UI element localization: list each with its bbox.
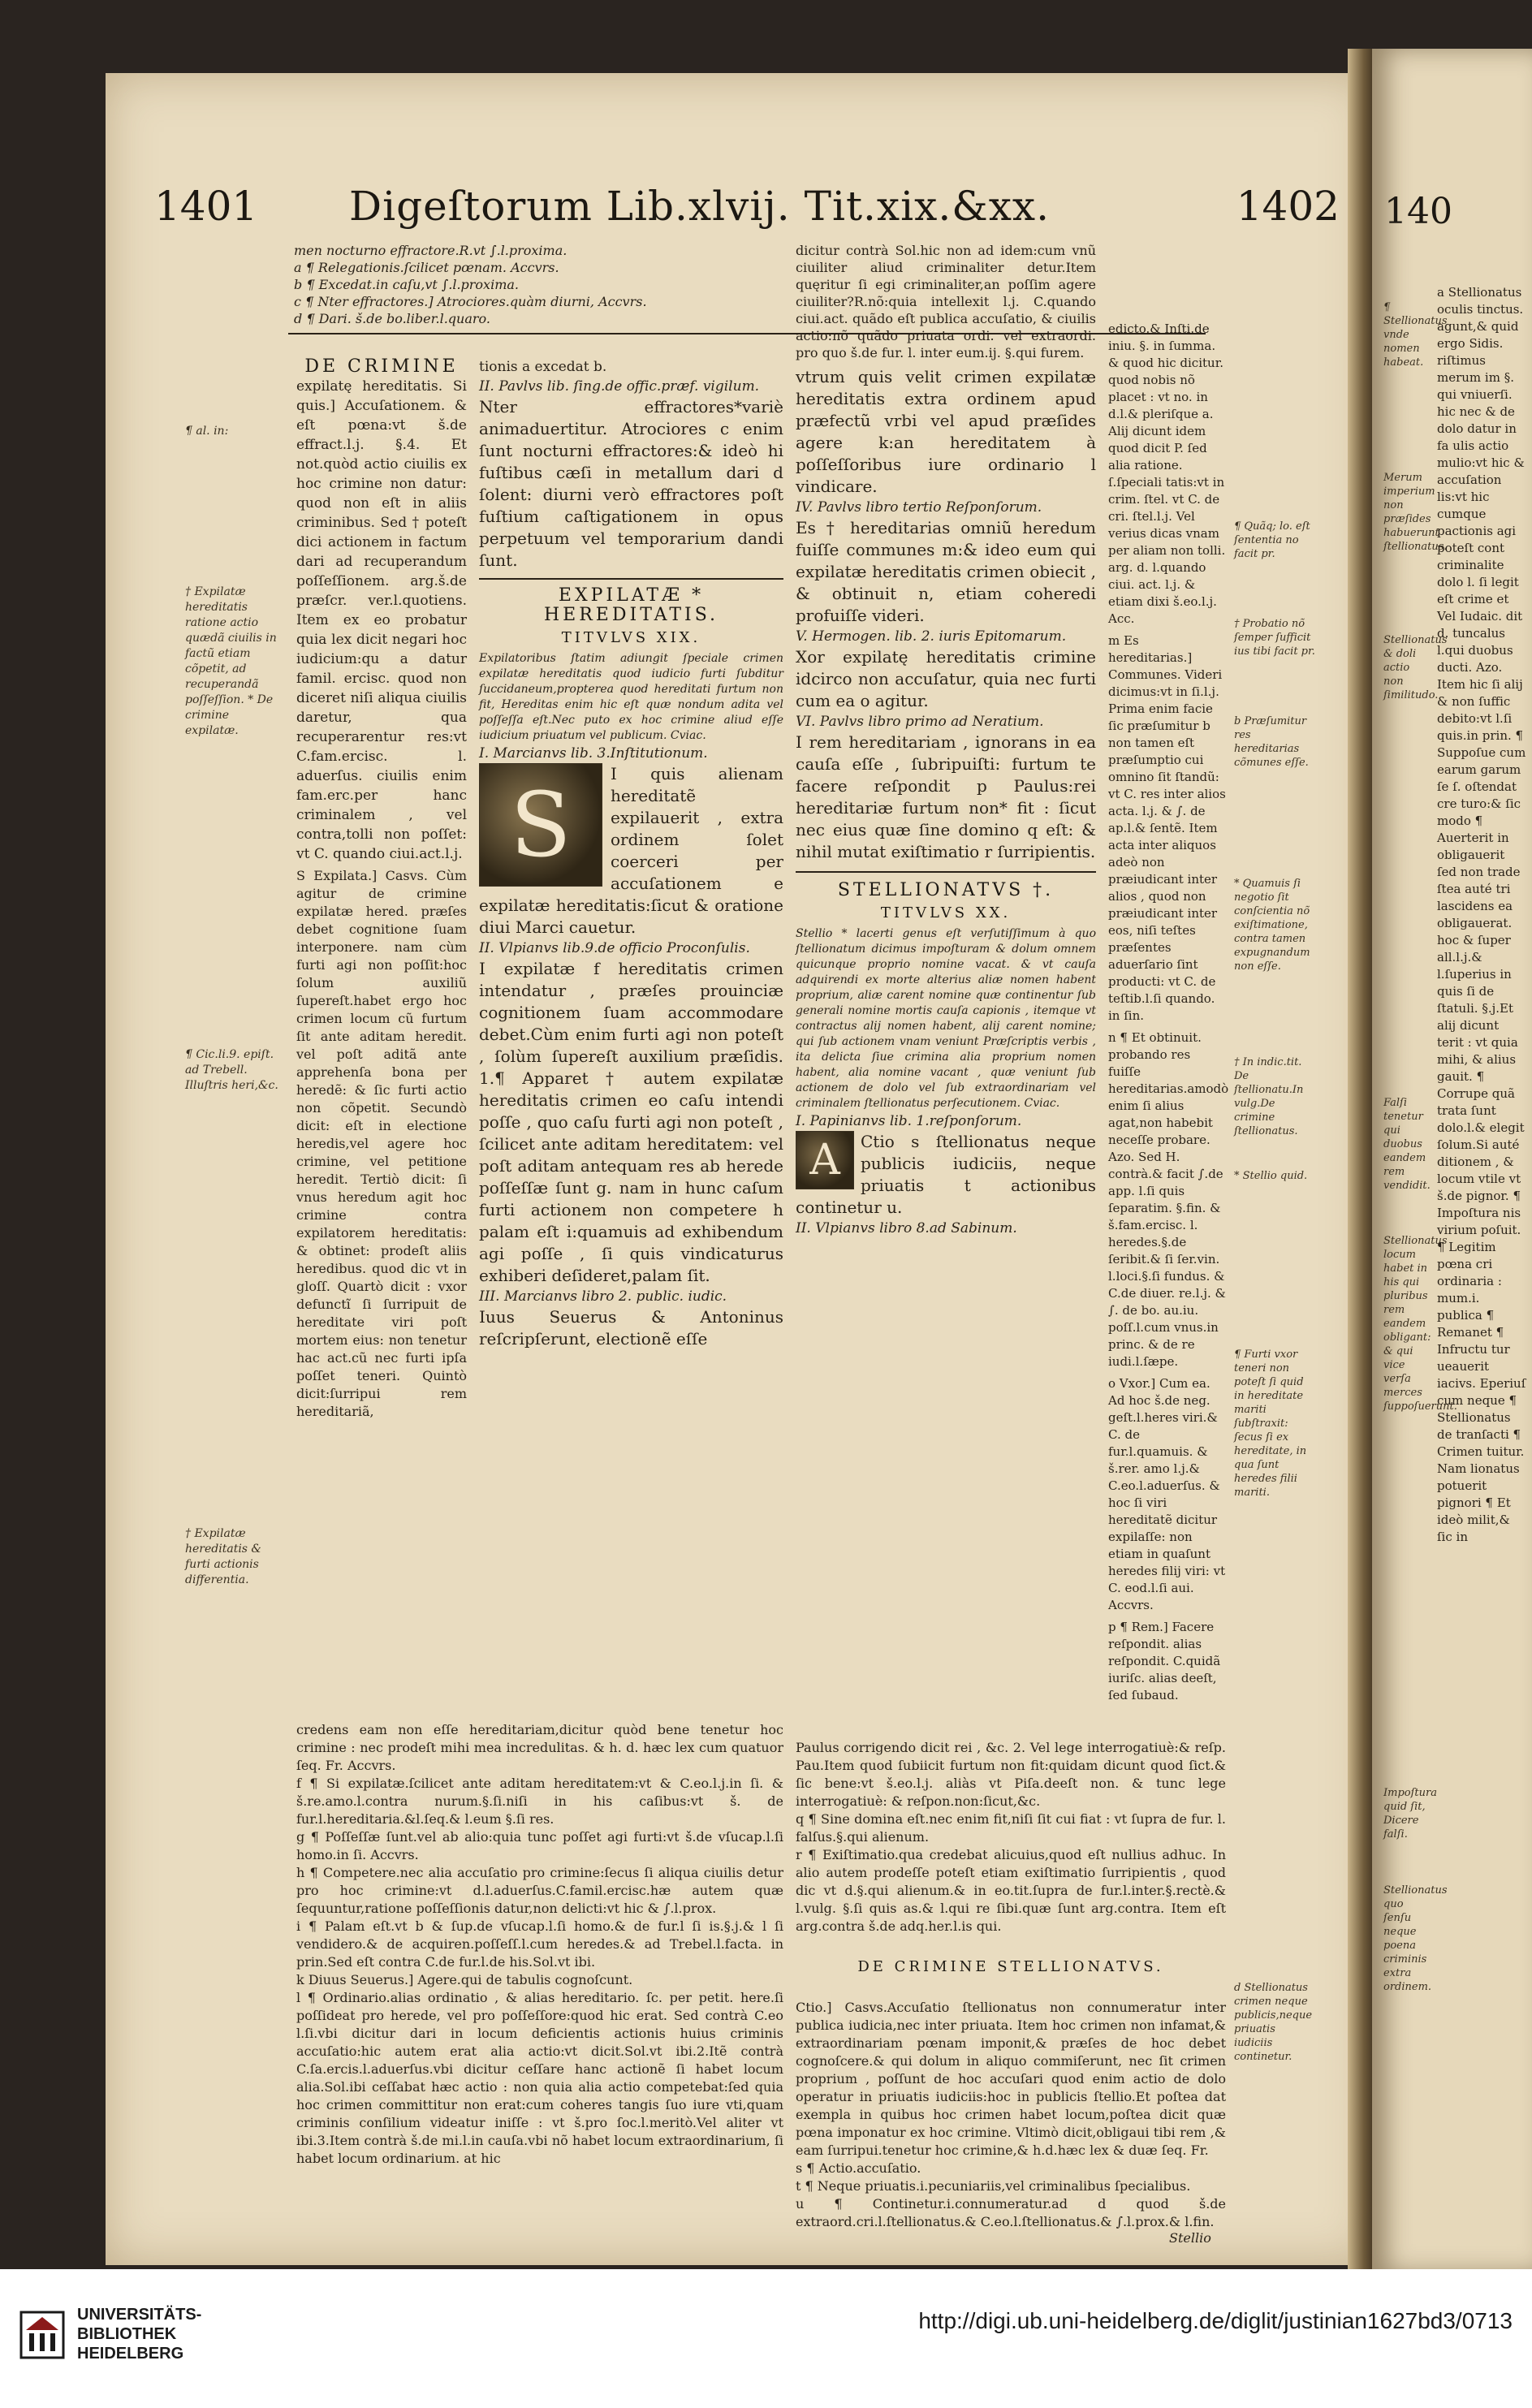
top-note: d ¶ Dari. š.de bo.liber.l.quaro.: [294, 311, 490, 326]
bottom-commentary-left: credens eam non eſſe hereditariam,dicitur quòd bene tenetur hoc crimine : nec prodeſt mihi mea incredulitas. & h. d. hæc lex cum quatuor ſeq. Fr. Accvrs. f ¶ Si expilatæ.ſcilicet ante aditam hereditatem:vt & C.eo.l.j.in ſi. & š.re.amo.l.contra nurum.§.ſi.niſi in his caſibus:vt š. de fur.l.hereditaria.&l.ſeq.& l.eum §.ſi res. g ¶ Poſſeſſæ ſunt.vel ab alio:quia tunc poſſet agi furti:vt š.de vſucap.l.ſi homo.in ſi. Accvrs. h ¶ Competere.nec alia accuſatio pro crimine:ſecus ſi aliqua ciuilis detur pro hoc crimine:vt d.l.aduerſus.C.famil.ercisc.hæ autem quæ ſequuntur,ratione poſſeſſionis datur,non delicti:vt hic & ∫.l.prox. i ¶ Palam eſt.vt b & ſup.de vſucap.l.ſi homo.& de fur.l ſi is.§.j.& l ſi vendidero.& de acquiren.poſſeſſ.l.cum heredes.& ad Trebel.l.facta. in prin.Sed eſt contra C.de fur.l.de his.Sol.vt ibi. k Diuus Seuerus.] Agere.qui de tabulis cognoſcunt. l ¶ Ordinario.alias ordinatio , & alias hereditario. ſc. per petit. here.ſi poſſideat pro herede, vel pro poſſeſſore:quod hic erat. Sed contrà C.eo l.ſi.vbi dicitur dari in locum deficientis actionis huius criminis accuſatio:hic autem erat alia actio:vt dicit.Sol.vt ibi.2.Itẽ contrà C.ſa.ercis.l.aduerſus.vbi dicitur ceſſare hanc actionẽ ſi habet locum alia.Sol.ibi ceſſabat hæc actio : non quia alia actio competebat:ſed quia hoc crimen committitur non erat:cum coheres tangis ſuo iure vti,quam criminis conſilium videatur iniſſe : vt š.pro ſoc.l.meritò.Vel aliter vt ibi.3.Item contrà š.de mi.l.in cauſa.vbi nõ habet locum extraordinarium, ſi habet locum ordinarium. at hic: [296, 1722, 783, 2166]
margin-note-mid-3: b Præſumitur res hereditarias cõmunes eſſe.: [1234, 715, 1309, 769]
col2-text2: I quis alienam hereditatẽ expilauerit , extra ordinem ſolet coerceri per accuſationem e expilatæ hereditatis:ſicut & oratione diui Marci cauetur.: [479, 764, 783, 937]
col1-top-notes: [294, 242, 749, 327]
margin-note-3: ¶ Cic.li.9. epiſt. ad Trebell. Illuſtris heri,&c.: [185, 1048, 278, 1092]
margin-note-2: † Expilatæ hereditatis ratione actio quædã ciuilis in factũ etiam cõpetit, ad recuperandã poſſeſſion. * De crimine expilatæ.: [185, 585, 277, 737]
library-name: UNIVERSITÄTS- BIBLIOTHEK HEIDELBERG: [77, 2306, 202, 2363]
lex-heading: II. Vlpianvs libro 8.ad Sabinum.: [796, 1220, 1017, 1236]
margin-note-mid-4: * Quamuis ſi negotio ſit conſcientia nõ exiſtimatione, contra tamen expugnandum non eſſe.: [1234, 878, 1310, 973]
ornamental-initial-A: A: [796, 1131, 854, 1189]
lex-heading: IV. Pavlvs libro tertio Reſponſorum.: [796, 499, 1042, 516]
bottom-commentary-right: [796, 1721, 1226, 2249]
lex-heading: I. Marcianvs lib. 3.Inſtitutionum.: [479, 745, 708, 762]
right-page-margin-3: Stellionatus & doli actio non ſimilitudo.: [1383, 634, 1448, 701]
col4-section: [1108, 321, 1229, 1704]
right-page-margin-6: Impoſtura quid ſit, Dicere falſi.: [1383, 1787, 1437, 1841]
top-note: b ¶ Excedat.in caſu,vt ∫.l.proxima.: [294, 277, 519, 292]
lex-heading: V. Hermogen. lib. 2. iuris Epitomarum.: [796, 628, 1067, 645]
top-note: c ¶ Nter effractores.] Atrociores.quàm diurni, Accvrs.: [294, 294, 647, 309]
title-summary: Stellio * lacerti genus eſt verſutiſſimum à quo ſtellionatum dicimus impoſturam & dolum omnem quicunque proprio nomine vacat. & vt cauſa adquirendi ex morte alterius aliæ nomen habent proprium, aliæ carent nomine quæ continentur ſub generali nomine mortis cauſa capionis , itemque vt contractus alij nomen habent, alij carent nomine; qui ſub actionem vnam veniunt Præſcriptis verbis , ita delicta ſiue crimina alia proprium nomen habent, alia nomine vacant , quæ veniunt ſub actionem de dolo vel ſub extraordinariam vel criminalem ſtellionatus perſecutionem. Cviac.: [796, 927, 1096, 1110]
col4-text3: n ¶ Et obtinuit. probando res fuiſſe hereditarias.amodò enim ſi alius agat,non habebit neceſſe probare. Azo. Sed H. contrà.& facit ∫.de app. l.ſi quis ſeparatim. §.fin. & š.fam.ercisc. l. heredes.§.de ſeribit.& ſi ſer.vin. l.loci.§.ſi fundus. & C.de diuer. re.l.j. & ∫. de bo. au.iu. poſſ.l.cum vnus.in princ. & de re iudi.l.ſæpe.: [1108, 1030, 1229, 1369]
right-page-margin-1: ¶ Stellionatus vnde nomen habeat.: [1383, 301, 1448, 369]
crimen-text: Ctio.] Casvs.Accuſatio ſtellionatus non connumeratur inter publica iudicia,nec inter priuata. Item hoc crimen non infamat,& extraordinariam pœnam imponit,& præſes de hoc debet cognoſcere.& qui dolum in aliquo commiſerunt, nec ſit crimen proprium , poſſunt de hoc accuſari quod enim actio de dolo operatur in priuatis iudiciis:hoc in publicis ſtellio.Et poſtea dat exempla in quibus hoc crimen habet locum,poſtea dicit quæ pœna imponatur ex hoc crimine. Vltimò dicit,obligaui tibi rem ,& eam ſurripui.tenetur hoc crimine,& h.d.hæc lex & duæ ſeq. Fr. s ¶ Actio.accuſatio. t ¶ Neque priuatis.i.pecuniariis,vel criminalibus ſpecialibus. u ¶ Continetur.i.connumeratur.ad d quod š.de extraord.cri.l.ſtellionatus.& C.eo.l.ſtellionatus.& ∫.l.prox.& l.fin.: [796, 2000, 1226, 2229]
lex-heading: II. Pavlvs lib. ſing.de offic.præf. vigilum.: [479, 378, 760, 395]
bottom-right-text: Paulus corrigendo dicit rei , &c. 2. Vel lege interrogatiuè:& reſp. Pau.Item quod ſubiicit furtum non fit:quidam dicunt quod ſict.& ſic bene:vt š.eo.l.j. aliàs vt Piſa.deeſt non. & tunc lege interrogatiuè: & reſpon.non:ſicut,&c. q ¶ Sine domina eſt.nec enim fit,niſi ſit cui fiat : vt ſupra de fur. l. falſus.§.qui alienum. r ¶ Exiſtimatio.qua credebat alicuius,quod eſt nullius adhuc. In alio autem prodeſſe poteſt etiam exiſtimatio ſurripientis , quod dic vt d.§.qui alienum.& in eo.tit.ſupra de fur.l.inter.§.rectè.& l.vulg. §.ſi quis as.& l.qui re ſibi.quæ ſunt arg.contra. Item eſt arg.contra š.de adq.her.l.is qui.: [796, 1740, 1226, 1934]
right-page-margin-2: Merum imperium non præſides habuerunt ſtellionatus.: [1383, 472, 1448, 553]
col3-text3: Xor expilatę hereditatis crimine idcirco non accuſatur, quia nec furti cum ea o agitur.: [796, 647, 1096, 710]
page-header: [154, 183, 1340, 240]
margin-note-mid-5: † In indic.tit. De ſtellionatu.In vulg.De crimine ſtellionatus.: [1234, 1056, 1304, 1137]
university-logo-icon: [18, 2306, 67, 2363]
col4-text4: o Vxor.] Cum ea. Ad hoc š.de neg. geſt.l.heres viri.& C. de fur.l.quamuis. & š.rer. amo l.j.& C.eo.l.aduerſus. & hoc ſi viri hereditatẽ dicitur expilaſſe: non etiam in quaſunt heredes filij viri: vt C. eod.l.ſi aui. Accvrs.: [1108, 1376, 1226, 1612]
col3-top: dicitur contrà Sol.hic non ad idem:cum vnũ ciuiliter aliud criminaliter detur.Item quęritur ſi egi criminaliter,an poſſim agere ciuiliter?R.nõ:quia intellexit l.j. C.quando ciui.act. quãdo eſt publica accuſatio, & ciuilis actio:nõ quãdo priuata ordi. vel extraordi. pro quo š.de fur. l. inter eum.ij. §.qui furem.: [796, 243, 1096, 360]
page-number-right: 1402: [1236, 183, 1340, 230]
col2-text4: Iuus Seuerus & Antoninus reſcripſerunt, electionẽ eſſe: [479, 1307, 783, 1349]
section-rule: [479, 578, 783, 580]
right-page-margin-4: Falſi tenetur qui duobus eandem rem vendidit.: [1383, 1097, 1431, 1192]
margin-note-mid-2: † Probatio nõ ſemper ſufficit ius tibi facit pr.: [1234, 618, 1315, 658]
col2-intro: tionis a excedat b.: [479, 359, 607, 375]
margin-note-mid-7: ¶ Furti vxor teneri non poteſt ſi quid in hereditate mariti ſubſtraxit: ſecus ſi ex hereditate, in qua ſunt heredes filii mariti.: [1234, 1349, 1307, 1499]
titulus-xx: TITVLVS XX.: [880, 904, 1012, 921]
col4-text5: p ¶ Rem.] Facere reſpondit. alias reſpondit. C.quidã iuriſc. alias deeſt, ſed ſubaud.: [1108, 1620, 1221, 1702]
col4-text2: m Es hereditarias.] Communes. Videri dicimus:vt in ſi.l.j. Prima enim facie ſic præſumitur b non tamen eſt præſumptio cui omnino ſit ſtandũ: vt C. res inter alios acta. l.j. & ∫. de ap.l.& ſentẽ. Item acta inter aliquos adeò non præiudicant inter alios , quod non præiudicant inter eos, niſi teſtes præſentes aduerſario ſint producti: vt C. de teſtib.l.ſi quando. in ſin.: [1108, 633, 1226, 1023]
col2-section: [479, 357, 783, 1350]
top-note: a ¶ Relegationis.ſcilicet pœnam. Accvrs.: [294, 260, 559, 275]
col1-casus: S Expilata.] Casvs. Cùm agitur de crimine expilatæ hered. præſes debet cognitione ſuam interponere. nam cùm furti agi non poſſit:hoc ſolum auxiliũ ſupereſt.habet ergo hoc crimen locum cũ furtum ſit ante aditam heredit. vel poſt aditã ante apprehenſa bona per heredẽ: & ſic furti actio non cõpetit. Secundò dicit: eſt in electione heredis,vel agere hoc crimine, vel petitione heredit. Tertiò dicit: ſi vnus heredum agit hoc crimine contra expilatorem hereditatis: & obtinet: prodeſt aliis heredibus. quod dic vt in gloſſ. Quartò dicit : vxor defunctĩ ſi ſurripuit de hereditate viri poſt mortem eius: non tenetur hac act.cũ nec furti ipſa poſſet teneri. Quintò dicit:ſurripui rem hereditariã,: [296, 868, 467, 1419]
col3-text1: vtrum quis velit crimen expilatæ hereditatis extra ordinem apud præfectũ vrbi vel apud præſides agere k:an hereditatem à poſſeſſoribus iure ordinario l vindicare.: [796, 367, 1096, 496]
col2-text3: I expilatæ f hereditatis crimen intendatur , præſes prouinciæ cognitionem ſuam accommodare debet.Cùm enim furti agi non poteſt , ſolùm ſupereſt auxilium præſidis. 1.¶ Apparet † autem expilatæ hereditatis crimen eo caſu intendi poſſe , quo caſu furti agi non poteſt , ſcilicet ante aditam hereditatem: vel poſt aditam antequam res ab herede poſſeſſæ ſunt g. nam in hunc caſum furti actionem non competere h palam eſt i:quamuis ad exhibendum agi poſſe , ſi quis vindicaturus exhiberi deſideret,palam ſit.: [479, 959, 783, 1285]
top-note: men nocturno effractore.R.vt ∫.l.proxima.: [294, 243, 567, 258]
col4-text: ediсto.& Inſti.de iniu. §. in ſumma. & quod hic dicitur. quod nobis nõ placet : vt no. in d.l.& pleriſque a. Alij dicunt idem quod dicit P. ſed alia ratione. ſ.ſpeciali tatis:vt in crim. ſtel. vt C. de cri. ſtel.l.j. Vel verius dicas vnam per aliam non tolli. arg. d. l.quando ciui. act. l.j. & etiam dixi š.eo.l.j. Acc.: [1108, 321, 1226, 626]
right-page-margin-5: Stellionatus locum habet in his qui pluribus rem eandem obligant: & qui vice verſa merces ſuppoſuerunt.: [1383, 1235, 1457, 1413]
col3-section: [796, 242, 1096, 1238]
col3-text4: I rem hereditariam , ignorans in ea cauſa eſſe , ſubripuiſti: furtum te facere reſpondit p Paulus:rei hereditariæ furtum non* fit : ſicut nec eius quæ ſine domino q eſt: & nihil mutat exiſtimatio r ſurripientis.: [796, 732, 1096, 861]
lex-heading: VI. Pavlvs libro primo ad Neratium.: [796, 714, 1044, 730]
col3-text2: Es † hereditarias omniũ heredum fuiſſe communes m:& ideo eum qui expilatæ hereditatis crimen obiecit , & obtinuit n, etiam coheredi profuiſſe videri.: [796, 518, 1096, 625]
digitization-url[interactable]: http://digi.ub.uni-heidelberg.de/diglit/justinian1627bd3/0713: [918, 2308, 1513, 2333]
right-page-margin-7: Stellionatus quo ſenſu neque poena criminis extra ordinem.: [1383, 1884, 1448, 1993]
page-number-left: 1401: [154, 183, 258, 230]
margin-note-mid-6: * Stellio quid.: [1234, 1170, 1308, 1182]
title-expilatae: EXPILATÆ * HEREDITATIS.: [544, 585, 719, 625]
col2-text1: Nter effractores*variè animaduertitur. Atrociores c enim ſunt nocturni effractores:& ideò hi fuſtibus cæſi in metallum dari d ſolent: diurni verò effractores poſt fuſtium caſtigationem in opus perpetuum vel temporarium dandi ſunt.: [479, 397, 783, 570]
lex-heading: III. Marcianvs libro 2. public. iudic.: [479, 1288, 727, 1305]
lex-heading: II. Vlpianvs lib.9.de officio Proconſulis.: [479, 940, 750, 956]
title-stellionatus: STELLIONATVS †.: [837, 880, 1055, 900]
title-summary: Expilatoribus ſtatim adiungit ſpeciale crimen expilatæ hereditatis quod iudicio furti ſubditur ſuccidaneum,propterea quod hereditati furtum non fit, Hereditas enim hic eſt quæ nondum adita vel poſſeſſa eſt.Nec puto ex hoc crimine aliud eſſe iudicium priuatum vel publicum. Cviac.: [479, 652, 783, 742]
next-page-number: 140: [1384, 191, 1452, 232]
ornamental-initial-S: S: [479, 763, 602, 887]
crimen-heading: DE CRIMINE STELLIONATVS.: [857, 1958, 1164, 1975]
col1-body: expilatę hereditatis. Si quis.] Accuſationem. & eſt pœna:vt š.de effract.l.j. §.4. Et not.quòd actio ciuilis ex hoc crimine non datur: quod non eſt in aliis criminibus. Sed † poteſt dici actionem in factum dari ad recuperandum poſſeſſionem. arg.š.de præſcr. ver.l.quotiens. Item ex eo probatur quia lex dicit negari hoc iudicium:qu a datur famil. ercisc. quod non diceret niſi aliqua ciuilis daretur, qua recuperarentur res:vt C.fam.ercisc. l. aduerſus. ciuilis enim fam.erc.per hanc criminalem , vel contra,tolli non poſſet: vt C. quando ciui.act.l.j.: [296, 378, 467, 862]
margin-note-4: † Expilatæ hereditatis & furti actionis differentia.: [185, 1527, 261, 1586]
margin-note-mid-1: ¶ Quãq; lo. eſt ſententia no facit pr.: [1234, 520, 1310, 560]
margin-note-1: ¶ al. in:: [185, 425, 229, 438]
titulus-xix: TITVLVS XIX.: [561, 629, 701, 646]
col1-heading: DE CRIMINE: [304, 356, 459, 377]
running-title: Digeſtorum Lib.xlvij. Tit.xix.&xx.: [349, 183, 1051, 230]
viewer-footer: [0, 2269, 1532, 2408]
catchword: Stellio: [1169, 2230, 1211, 2246]
col3-text5: Ctio s ſtellionatus neque publicis iudiciis, neque priuatis t actionibus continetur u.: [796, 1132, 1096, 1217]
margin-note-mid-8: d Stellionatus crimen neque publicis,neque priuatis iudiciis continetur.: [1234, 1982, 1313, 2063]
section-rule: [796, 871, 1096, 873]
col1-section: [296, 357, 467, 1421]
right-page-body: a Stellionatus oculis tinctus. agunt,& quid ergo Sidis. riſtimus merum im §. qui vniuerſi. hic nec & de dolo datur in fa ulis actio mulio:vt hic & accuſation lis:vt hic cumque pactionis agi poteſt cont criminalite dolo l. ſi legit eſt crime et Vel Iudaic. dit d. tuncalus l.qui duobus ducti. Azo. Item hic ſi alij & non ſuffic debito:vt l.ſi quis.in prin. ¶ Suppoſue cum earum garum ſe ſ. oſtendat cre turo:& ſic modo ¶ Auerterit in obligauerit ſed non trade ſtea auté tri lascidens ea obligauerat. hoc & ſuper all.l.j.& l.ſuperius in quis ſi de ſtatuli. §.j.Et alij dicunt terit : vt quia mihi, & alius gauit. ¶ Corrupe quã trata ſunt dolo.l.& elegit ſolum.Si auté ditionem , & locum vtile vt š.de pignor. ¶ Impoſtura nis virium poſuit. ¶ Legitim pœna cri ordinaria : mum.i. publica ¶ Remanet ¶ Infructu tur ueauerit iacivs. Eperiuſ cum neque ¶ Stellionatus de tranſacti ¶ Crimen tuitur. Nam lionatus potuerit pignori ¶ Et ideò milit,& ſic in: [1437, 285, 1526, 1544]
book-page-right: [1372, 49, 1532, 2273]
lex-heading: I. Papinianvs lib. 1.reſponſorum.: [796, 1113, 1022, 1129]
